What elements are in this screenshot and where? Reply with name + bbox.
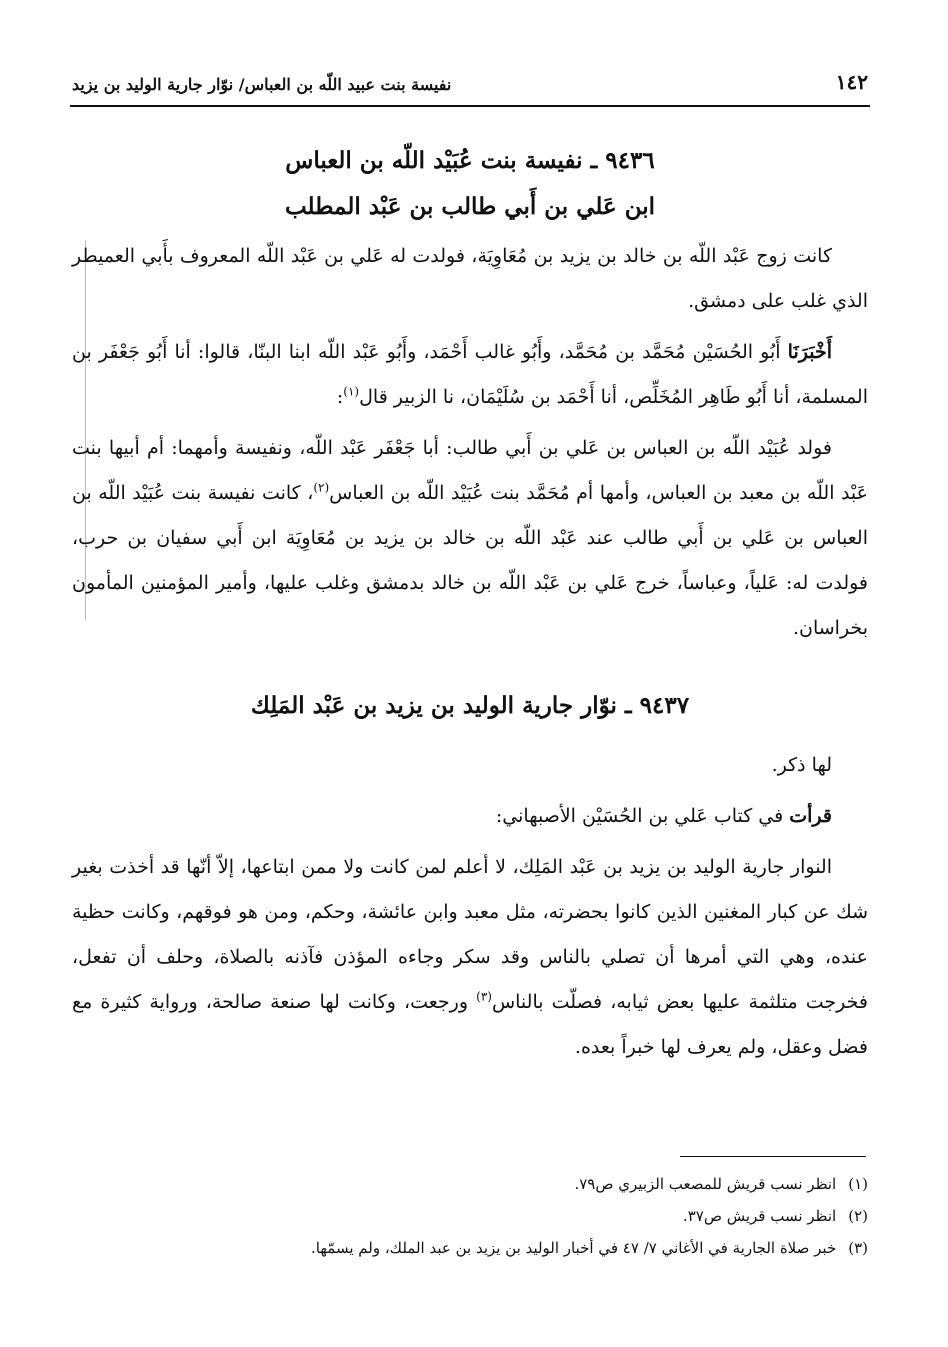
footnote-text: انظر نسب قريش للمصعب الزبيري ص٧٩.	[574, 1175, 837, 1193]
paragraph-text: :	[336, 386, 344, 408]
entry-9437	[72, 683, 868, 1070]
footnote	[72, 1168, 868, 1200]
entry-title: ٩٤٣٦ ـ نفيسة بنت عُبَيْد اللّه بن العباس	[285, 147, 655, 174]
footnote-number: (٢)	[848, 1207, 868, 1225]
footnote-ref[interactable]: (٢)	[313, 480, 330, 495]
paragraph: كانت زوج عَبْد اللّه بن خالد بن يزيد بن مُعَاوِيَة، فولدت له عَلي بن عَبْد اللّه المعروف بأَبي العميطر الذي غلب على دمشق.	[72, 245, 868, 312]
entry-title-continuation: ابن عَلي بن أَبي طالب بن عَبْد المطلب	[284, 193, 656, 220]
running-title: نفيسة بنت عبيد اللّه بن العباس/ نوّار جارية الوليد بن يزيد	[72, 75, 452, 94]
keyword-akhbarana: أَخْبَرَنَا	[787, 341, 832, 363]
paragraph-text: أَبُو الحُسَيْن مُحَمَّد بن مُحَمَّد، وأَبُو غالب أَحْمَد، وأَبُو عَبْد اللّه ابنا البنّا، قالوا: أنا أَبُو جَعْفَر بن المسلمة، أنا أَبُو طَاهِر المُخَلِّص، أنا أَحْمَد بن سُلَيْمَان، نا الزبير قال	[72, 341, 868, 408]
footnote-ref[interactable]: (٣)	[476, 989, 492, 1004]
paragraph: لها ذكر.	[771, 754, 832, 776]
isnad-paragraph	[72, 330, 868, 420]
footnote-text: خبر صلاة الجارية في الأغاني ٧/ ٤٧ في أخبار الوليد بن يزيد بن عبد الملك، ولم يسمّها.	[311, 1239, 837, 1257]
keyword-qaraat: قرأت	[789, 805, 832, 827]
footnote	[72, 1200, 868, 1232]
paragraph	[72, 426, 868, 651]
paragraph-text: النوار جارية الوليد بن يزيد بن عَبْد المَلِك، لا أعلم لمن كانت ولا ممن ابتاعها، إلاّ أنّها قد أخذت بغير شك عن كبار المغنين الذين كانوا بحضرته، مثل معبد وابن عائشة، وحكم، ومن هو فوقهم، وكانت حظية عنده، وهي التي أمرها أن تصلي بالناس وقد سكر وجاءه المؤذن فآذنه بالصلاة، وحلف أن تفعل، فخرجت متلثمة عليها بعض ثيابه، فصلّت بالناس	[72, 856, 868, 1013]
paragraph-text: في كتاب عَلي بن الحُسَيْن الأصبهاني:	[495, 805, 790, 827]
running-header	[72, 64, 868, 94]
footnote-number: (٣)	[848, 1239, 868, 1257]
footnote-text: انظر نسب قريش ص٣٧.	[682, 1207, 837, 1225]
footnote	[72, 1232, 868, 1264]
entry-9436	[72, 138, 868, 651]
paragraph	[72, 794, 868, 839]
footnote-number: (١)	[848, 1175, 868, 1193]
paragraph-text: ، كانت نفيسة بنت عُبَيْد اللّه بن العباس بن عَلي بن أَبي طالب عند عَبْد اللّه بن خالد بن يزيد بن مُعَاوِيَة ابن أَبي سفيان بن حرب، فولدت له: عَلياً، وعباساً، خرج عَلي بن عَبْد اللّه بن خالد بدمشق وغلب عليها، وأمير المؤمنين المأمون بخراسان.	[72, 482, 868, 639]
paragraph-text: ورجعت، وكانت لها صنعة صالحة، ورواية كثيرة مع فضل وعقل، ولم يعرف لها خبراً بعده.	[72, 991, 868, 1058]
header-rule	[70, 105, 870, 107]
entry-title: ٩٤٣٧ ـ نوّار جارية الوليد بن يزيد بن عَبْد المَلِك	[250, 692, 690, 719]
paragraph	[72, 845, 868, 1070]
footnotes	[72, 1168, 868, 1264]
paragraph-text: فولد عُبَيْد اللّه بن العباس بن عَلي بن أَبي طالب: أبا جَعْفَر عَبْد اللّه، ونفيسة وأمهما: أم أبيها بنت عَبْد اللّه بن معبد بن العباس، وأمها أم مُحَمَّد بنت عُبَيْد اللّه بن العباس	[72, 437, 869, 504]
page-number: ١٤٢	[835, 70, 868, 94]
footnote-rule	[680, 1156, 866, 1157]
main-text	[72, 138, 868, 1076]
footnote-ref[interactable]: (١)	[343, 384, 360, 399]
